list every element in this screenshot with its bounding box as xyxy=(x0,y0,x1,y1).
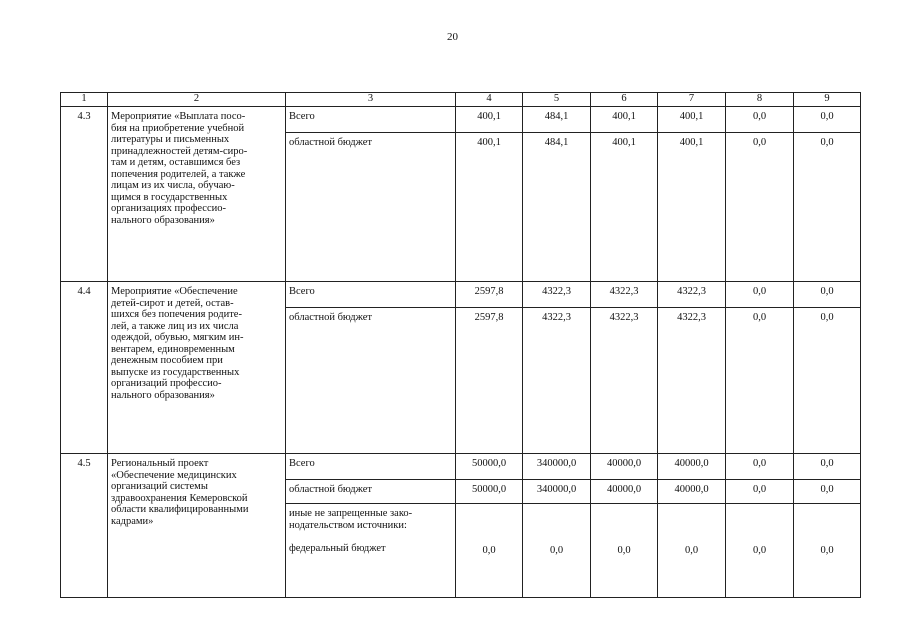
value-cell: 0,0 xyxy=(794,480,861,504)
value-cell: 50000,0 xyxy=(456,480,523,504)
funding-source: Всего xyxy=(286,282,456,308)
column-header: 5 xyxy=(523,93,591,107)
value-cell: 40000,0 xyxy=(658,454,726,480)
page-number: 20 xyxy=(447,31,458,43)
value-cell: 0,0 xyxy=(726,133,794,282)
funding-source: областной бюджет xyxy=(286,308,456,454)
table-row xyxy=(61,454,861,480)
value-cell: 4322,3 xyxy=(523,308,591,454)
value-cell: 0,0 xyxy=(726,454,794,480)
value-cell: 400,1 xyxy=(591,107,658,133)
column-header: 7 xyxy=(658,93,726,107)
header-row xyxy=(61,93,861,107)
column-header: 8 xyxy=(726,93,794,107)
column-header: 2 xyxy=(108,93,286,107)
value-cell: 0,0 xyxy=(794,308,861,454)
column-header: 3 xyxy=(286,93,456,107)
column-header: 6 xyxy=(591,93,658,107)
value-cell: 400,1 xyxy=(456,133,523,282)
value-cell: 0,0 xyxy=(794,454,861,480)
measure-name xyxy=(108,454,286,598)
value-cell: 4322,3 xyxy=(591,308,658,454)
value-cell: 400,1 xyxy=(658,107,726,133)
value-cell: 4322,3 xyxy=(523,282,591,308)
value-cell: 400,1 xyxy=(658,133,726,282)
column-header: 1 xyxy=(61,93,108,107)
value-cell: 340000,0 xyxy=(523,480,591,504)
value-cell: 0,0 xyxy=(794,504,861,598)
value-cell: 484,1 xyxy=(523,107,591,133)
value-cell: 400,1 xyxy=(591,133,658,282)
value-cell: 0,0 xyxy=(726,282,794,308)
row-number: 4.5 xyxy=(61,454,108,598)
value-cell: 0,0 xyxy=(658,504,726,598)
funding-source: Всего xyxy=(286,454,456,480)
table-row xyxy=(61,282,861,308)
value-cell: 4322,3 xyxy=(591,282,658,308)
value-cell: 0,0 xyxy=(794,282,861,308)
measure-name-text: Региональный проект «Обеспечение медицинских организаций системы здравоохранения Кемеровской области квалифицированными кадрами» xyxy=(111,458,249,527)
funding-source: Всего xyxy=(286,107,456,133)
row-number: 4.3 xyxy=(61,107,108,282)
budget-table xyxy=(60,92,861,598)
value-cell: 0,0 xyxy=(726,480,794,504)
measure-name-text: Мероприятие «Обеспечение детей-сирот и детей, остав- шихся без попечения родите- лей, а также лиц из их числа одеждой, обувью, мягким ин- вентарем, единовременным денежным пособием при выпуске из государственных организаций профессио- нального образования» xyxy=(111,286,244,401)
value-cell: 50000,0 xyxy=(456,454,523,480)
funding-source-text: иные не запрещенные зако- нодательством источники: федеральный бюджет xyxy=(289,508,413,554)
value-cell: 0,0 xyxy=(726,504,794,598)
funding-source: областной бюджет xyxy=(286,133,456,282)
measure-name-text: Мероприятие «Выплата посо- бия на приобретение учебной литературы и письменных принадлежностей детям-сиро- там и детям, оставшимся без попечения родителей, а также лицам из их числа, обучаю- щимся в государственных организациях профессио- нального образования» xyxy=(111,111,248,226)
value-cell: 4322,3 xyxy=(658,282,726,308)
value-cell: 0,0 xyxy=(794,107,861,133)
value-cell: 4322,3 xyxy=(658,308,726,454)
measure-name xyxy=(108,282,286,454)
column-header: 9 xyxy=(794,93,861,107)
value-cell: 0,0 xyxy=(726,308,794,454)
value-cell: 40000,0 xyxy=(591,454,658,480)
measure-name xyxy=(108,107,286,282)
column-header: 4 xyxy=(456,93,523,107)
value-cell: 40000,0 xyxy=(591,480,658,504)
value-cell: 40000,0 xyxy=(658,480,726,504)
row-number: 4.4 xyxy=(61,282,108,454)
value-cell: 0,0 xyxy=(591,504,658,598)
value-cell: 2597,8 xyxy=(456,308,523,454)
value-cell: 400,1 xyxy=(456,107,523,133)
value-cell: 0,0 xyxy=(726,107,794,133)
value-cell: 0,0 xyxy=(523,504,591,598)
value-cell: 0,0 xyxy=(794,133,861,282)
funding-source xyxy=(286,504,456,598)
value-cell: 0,0 xyxy=(456,504,523,598)
value-cell: 340000,0 xyxy=(523,454,591,480)
table-row xyxy=(61,107,861,133)
value-cell: 484,1 xyxy=(523,133,591,282)
value-cell: 2597,8 xyxy=(456,282,523,308)
funding-source: областной бюджет xyxy=(286,480,456,504)
